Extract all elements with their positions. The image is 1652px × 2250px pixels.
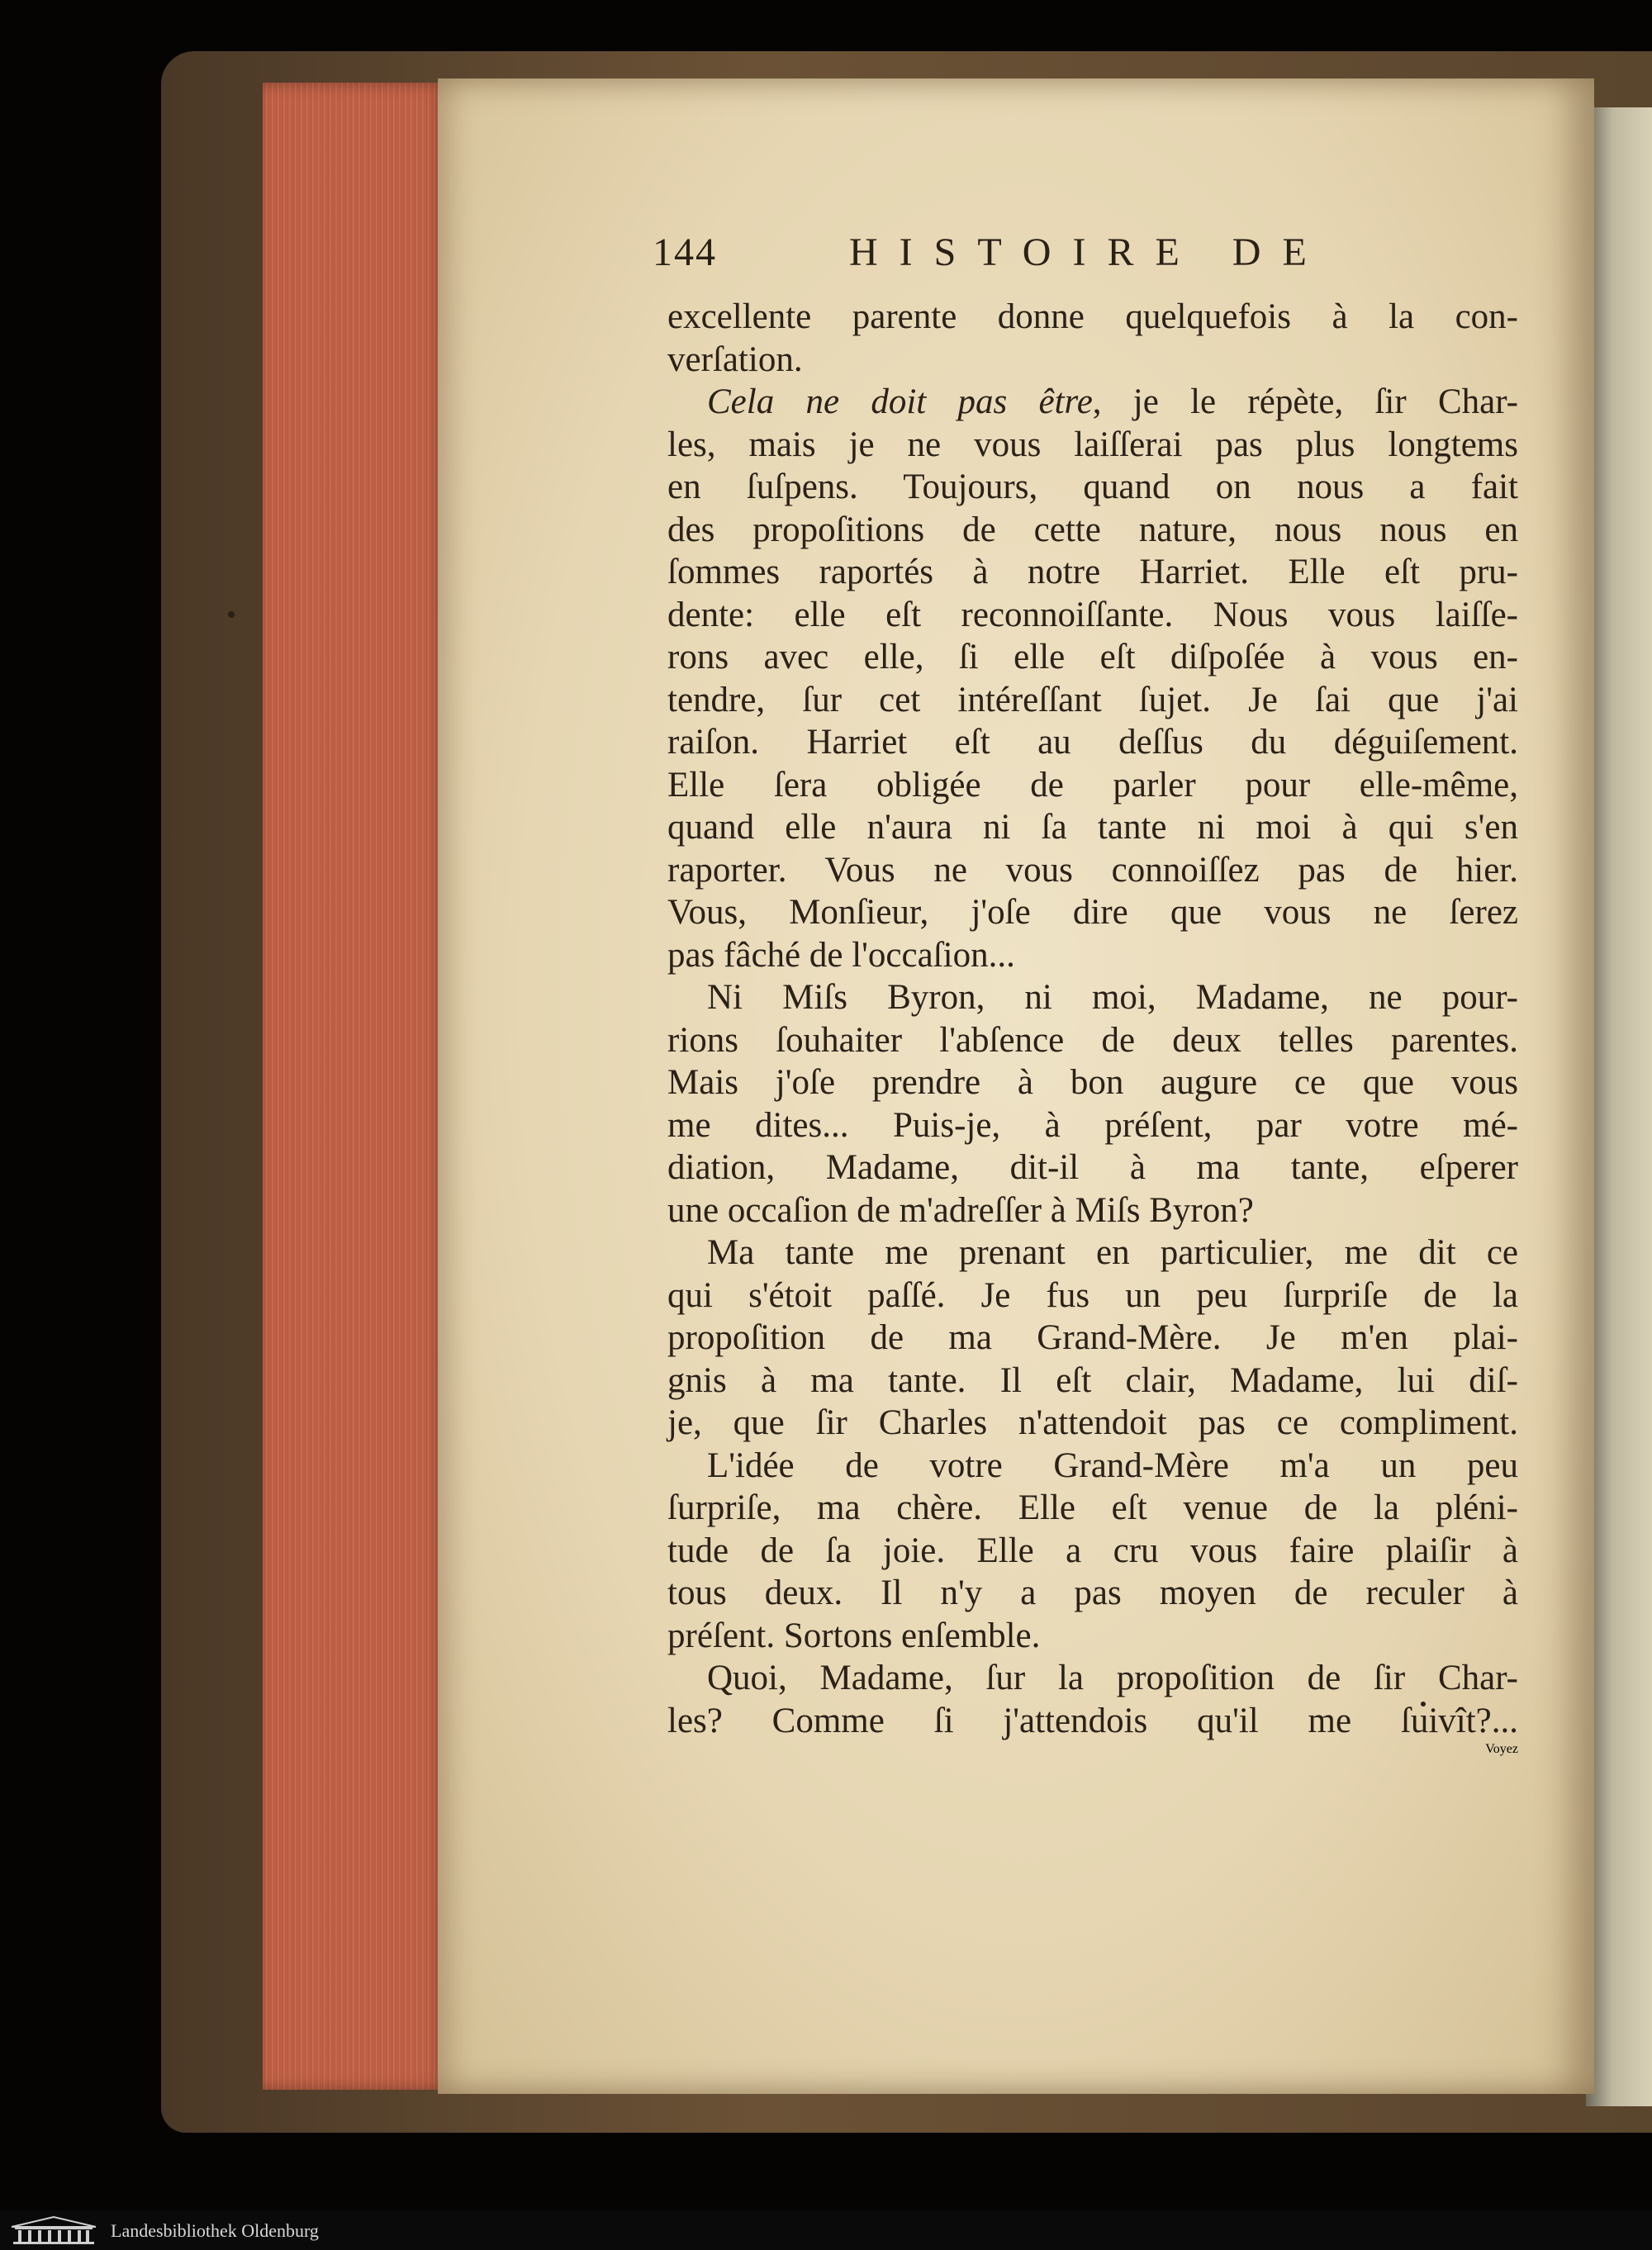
italic-phrase: Cela ne doit pas être [707,382,1093,421]
text-line: quand elle n'aura ni ſa tante ni moi à qui s'en [667,808,1518,847]
text-line: propoſition de ma Grand-Mère. Je m'en plai- [667,1318,1518,1357]
text-line: verſation. [667,339,803,379]
text-line: qui s'étoit paſſé. Je fus un peu ſurpriſe de la [667,1275,1518,1315]
text-line: préſent. Sortons enſemble. [667,1616,1041,1655]
text-line: je, que ſir Charles n'attendoit pas ce compliment. [667,1403,1518,1442]
text-line: Mais j'oſe prendre à bon augure ce que vous [667,1063,1518,1102]
text-line: les, mais je ne vous laiſſerai pas plus longtems [667,425,1518,464]
text-line: raiſon. Harriet eſt au deſſus du déguiſement. [667,723,1518,762]
page-edges [263,83,446,2090]
text-line: diation, Madame, dit-il à ma tante, eſperer [667,1148,1518,1187]
text-line: gnis à ma tante. Il eſt clair, Madame, lui diſ- [667,1360,1518,1400]
text-line: Vous, Monſieur, j'oſe dire que vous ne ſerez [667,893,1518,932]
text-line: dente: elle eſt reconnoiſſante. Nous vous laiſſe- [667,595,1518,634]
text-line: pas fâché de l'occaſion... [667,935,1015,975]
library-logo-icon [8,2215,99,2245]
text-line: rons avec elle, ſi elle eſt diſpoſée à vous en- [667,638,1518,676]
text-line: en ſuſpens. Toujours, quand on nous a fait [667,468,1518,506]
text-line: les? Comme ſi j'attendois qu'il me ſuivît?... [667,1701,1518,1740]
text-line: Ni Miſs Byron, ni moi, Madame, ne pour- [707,978,1518,1017]
body-text [667,296,1518,1742]
text-line: me dites... Puis-je, à préſent, par votre mé- [667,1105,1518,1145]
text-line: des propoſitions de cette nature, nous nous en [667,510,1518,549]
footer-bar [0,2210,1652,2250]
library-name: Landesbibliothek Oldenburg [111,2220,319,2241]
line-text: , je le répète, ſir Char- [1092,382,1518,421]
running-title: HISTOIRE DE [849,230,1328,274]
facing-page-edge [1586,107,1652,2106]
text-line: rions ſouhaiter l'abſence de deux telles parentes. [667,1020,1518,1060]
ink-speck [228,611,235,618]
text-line [667,381,1518,424]
text-line: tendre, ſur cet intéreſſant ſujet. Je ſai que j'ai [667,680,1518,719]
text-line: excellente parente donne quelquefois à la con- [667,297,1518,336]
text-line: une occaſion de m'adreſſer à Miſs Byron? [667,1190,1254,1230]
text-line: Ma tante me prenant en particulier, me dit ce [707,1233,1518,1272]
text-line: tous deux. Il n'y a pas moyen de reculer à [667,1574,1518,1612]
catchword: Voyez [1485,1742,1518,1756]
text-line: Elle ſera obligée de parler pour elle-même, [667,765,1518,805]
text-line: ſommes raportés à notre Harriet. Elle eſt pru- [667,553,1518,591]
text-line: tude de ſa joie. Elle a cru vous faire plaiſir à [667,1531,1518,1570]
catchword-row [667,1742,1518,1785]
text-line: ſurpriſe, ma chère. Elle eſt venue de la pléni- [667,1488,1518,1527]
text-line: raporter. Vous ne vous connoiſſez pas de hier. [667,850,1518,890]
page-header [653,230,1396,279]
text-line: Quoi, Madame, ſur la propoſition de ſir Char- [707,1659,1518,1697]
text-line: L'idée de votre Grand-Mère m'a un peu [707,1445,1518,1485]
page-number: 144 [653,230,717,274]
